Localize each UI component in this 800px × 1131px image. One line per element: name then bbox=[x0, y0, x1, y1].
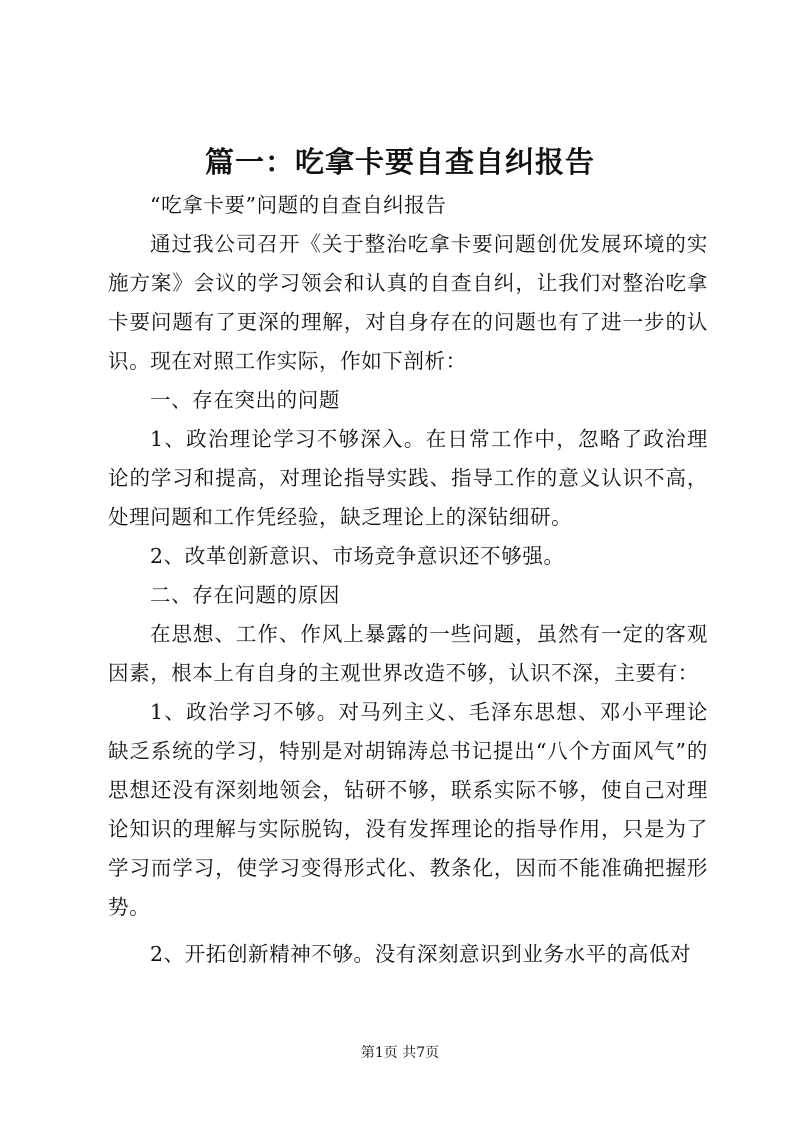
problem-item-1: 1、政治理论学习不够深入。在日常工作中，忽略了政治理论的学习和提高，对理论指导实践、指导工作的意义认识不高，处理问题和工作凭经验，缺乏理论上的深钻细研。 bbox=[108, 427, 708, 529]
causes-intro-paragraph: 在思想、工作、作风上暴露的一些问题，虽然有一定的客观因素，根本上有自身的主观世界改造不够，认识不深，主要有： bbox=[108, 622, 708, 685]
document-body bbox=[108, 186, 708, 974]
cause-item-2: 2、开拓创新精神不够。没有深刻意识到业务水平的高低对 bbox=[150, 942, 692, 966]
section-heading-causes: 二、存在问题的原因 bbox=[150, 583, 340, 607]
page-footer: 第1页 共7页 bbox=[360, 1045, 440, 1061]
problem-item-2: 2、改革创新意识、市场竞争意识还不够强。 bbox=[150, 544, 565, 568]
subtitle-paragraph: “吃拿卡要”问题的自查自纠报告 bbox=[150, 193, 447, 217]
cause-item-1: 1、政治学习不够。对马列主义、毛泽东思想、邓小平理论缺乏系统的学习，特别是对胡锦涛总书记提出“八个方面风气”的思想还没有深刻地领会，钻研不够，联系实际不够，使自己对理论知识的理解与实际脱钩，没有发挥理论的指导作用，只是为了学习而学习，使学习变得形式化、教条化，因而不能准确把握形势。 bbox=[108, 700, 708, 919]
intro-paragraph: 通过我公司召开《关于整治吃拿卡要问题创优发展环境的实施方案》会议的学习领会和认真的自查自纠，让我们对整治吃拿卡要问题有了更深的理解，对自身存在的问题也有了进一步的认识。现在对照工作实际，作如下剖析： bbox=[108, 232, 708, 373]
section-heading-problems: 一、存在突出的问题 bbox=[150, 388, 340, 412]
document-title: 篇一：吃拿卡要自查自纠报告 bbox=[204, 145, 595, 179]
